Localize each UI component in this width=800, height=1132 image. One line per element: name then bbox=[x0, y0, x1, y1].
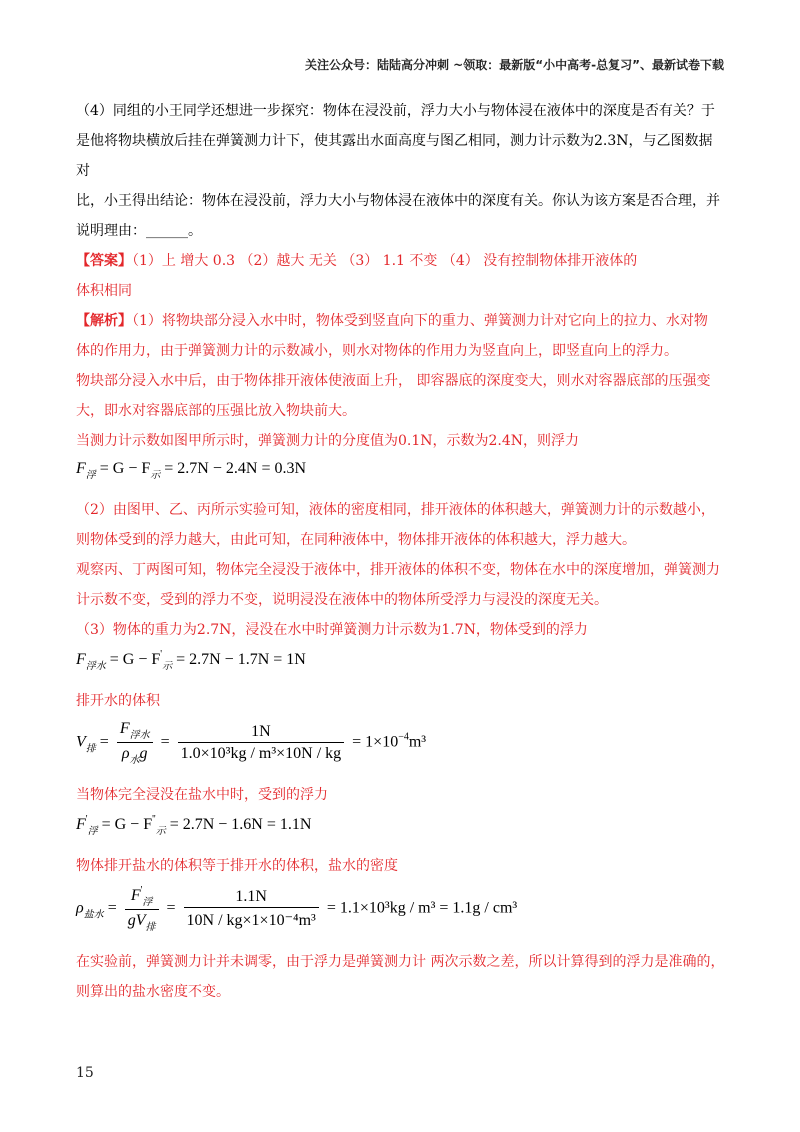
answer-line-2: 体积相同 bbox=[76, 283, 132, 299]
formula-sub: 示 bbox=[155, 826, 166, 837]
formula-sub: 浮 bbox=[142, 897, 153, 908]
fraction-numerator: 1.1N bbox=[184, 888, 319, 908]
formula-2 bbox=[76, 649, 726, 672]
fraction bbox=[117, 720, 153, 766]
question-line: 说明理由：______。 bbox=[76, 223, 202, 239]
analysis-line: 物块部分浸入水中后，由于物体排开液体使液面上升， 即容器底的深度变大，则水对容器底部的压强变 bbox=[76, 373, 711, 389]
formula-sub: 浮 bbox=[85, 470, 96, 481]
formula-sub: 浮水 bbox=[129, 730, 150, 741]
analysis-line: 体的作用力，由于弹簧测力计的示数减小，则水对物体的作用力为竖直向上，即竖直向上的浮力。 bbox=[76, 343, 678, 359]
answer-text: （1）上 增大 0.3 （2）越大 无关 （3） 1.1 不变 （4） 没有控制物体排开液体的 bbox=[132, 253, 638, 269]
formula-1 bbox=[76, 460, 726, 481]
formula-symbol: F bbox=[76, 651, 86, 668]
analysis-line: 则物体受到的浮力越大，由此可知，在同种液体中，物体排开液体的体积越大，浮力越大。 bbox=[76, 532, 636, 548]
analysis-line: 当测力计示数如图甲所示时，弹簧测力计的分度值为0.1N，示数为2.4N，则浮力 bbox=[76, 433, 580, 449]
fraction-denominator: 10N / kg×1×10⁻⁴m³ bbox=[186, 912, 316, 929]
page-content bbox=[76, 96, 726, 1007]
formula-sub: 排 bbox=[145, 922, 156, 933]
formula-text: = 1.1×10³kg / m³ = 1.1g / cm³ bbox=[326, 899, 518, 917]
analysis-text: （1）将物块部分浸入水中时，物体受到竖直向下的重力、弹簧测力计对它向上的拉力、水对物 bbox=[132, 313, 708, 329]
page-header: 关注公众号：陆陆高分冲刺 ~领取：最新版“小中高考-总复习”、最新试卷下载 bbox=[305, 58, 724, 72]
formula-text: = 2.7N − 1.7N = 1N bbox=[172, 651, 306, 668]
formula-sup: '' bbox=[152, 814, 156, 825]
formula-sup: ' bbox=[140, 885, 143, 896]
formula-symbol: ρ bbox=[76, 899, 84, 917]
formula-symbol: F bbox=[76, 460, 86, 477]
formula-sup: −4 bbox=[398, 731, 409, 743]
analysis-tag: 【解析】 bbox=[76, 313, 132, 329]
answer-line bbox=[76, 246, 726, 276]
formula-sub: 水 bbox=[129, 755, 140, 766]
formula-sub: 排 bbox=[85, 743, 96, 755]
formula-text: = 2.7N − 1.6N = 1.1N bbox=[165, 816, 312, 833]
analysis-line: 计示数不变，受到的浮力不变，说明浸没在液体中的物体所受浮力与浸没的深度无关。 bbox=[76, 592, 608, 608]
formula-sub: 盐水 bbox=[83, 909, 104, 921]
analysis-line: 大，即水对容器底部的压强比放入物块前大。 bbox=[76, 403, 356, 419]
question-line: （4）同组的小王同学还想进一步探究：物体在浸没前，浮力大小与物体浸在液体中的深度是否有关？于 bbox=[76, 103, 715, 119]
page-number: 15 bbox=[76, 1065, 94, 1081]
formula-3: $V_排$ = $\frac{F_{浮水}}{\rho_水g}$ = $\frac{1N}{\text{1.0×10³kg / m³×10N / kg}}$ = $1\times 10^{-4}m^3$ bbox=[76, 720, 427, 766]
formula-sub: 浮 bbox=[87, 826, 98, 837]
formula-sup: ' bbox=[160, 649, 163, 660]
analysis-line: 排开水的体积 bbox=[76, 693, 160, 709]
analysis-line: （3）物体的重力为2.7N，浸没在水中时弹簧测力计示数为1.7N，物体受到的浮力 bbox=[76, 622, 588, 638]
analysis-line: 观察丙、丁两图可知，物体完全浸没于液体中，排开液体的体积不变，物体在水中的深度增加，弹簧测力 bbox=[76, 562, 720, 578]
question-line: 比，小王得出结论：物体在浸没前，浮力大小与物体浸在液体中的深度有关。你认为该方案是否合理，并 bbox=[76, 193, 720, 209]
analysis-line: （2）由图甲、乙、丙所示实验可知，液体的密度相同，排开液体的体积越大，弹簧测力计的示数越小， bbox=[76, 502, 715, 518]
formula-symbol: V bbox=[76, 733, 86, 751]
fraction-denominator: 1.0×10³kg / m³×10N / kg bbox=[180, 745, 342, 762]
formula-text: m³ bbox=[408, 733, 427, 751]
analysis-line: 物体排开盐水的体积等于排开水的体积，盐水的密度 bbox=[76, 858, 398, 874]
formula-sub: 示 bbox=[162, 661, 173, 672]
formula-symbol: ρ bbox=[121, 745, 130, 762]
analysis-line bbox=[76, 306, 726, 336]
formula-text: = 2.7N − 2.4N = 0.3N bbox=[160, 460, 307, 477]
analysis-line: 在实验前，弹簧测力计并未调零，由于浮力是弹簧测力计 两次示数之差，所以计算得到的浮力是准确的， bbox=[76, 954, 725, 970]
fraction-numerator: 1N bbox=[178, 723, 345, 743]
formula-5: $\rho_{盐水}$ = $\frac{F'_浮}{gV_排}$ = $\frac{1.1N}{\text{10N / kg×1×10⁻⁴m³}}$ = 1.1×10³kg / m³ = 1.1g / cm³ bbox=[76, 885, 518, 933]
question-line: 是他将物块横放后挂在弹簧测力计下，使其露出水面高度与图乙相同，测力计示数为2.3N，与乙图数据对 bbox=[76, 133, 713, 179]
answer-tag: 【答案】 bbox=[76, 253, 132, 269]
formula-text: = G − F bbox=[97, 816, 153, 833]
formula-text: = 1×10 bbox=[352, 733, 399, 751]
formula-sup: ' bbox=[85, 814, 88, 825]
formula-symbol: F bbox=[119, 720, 130, 737]
formula-text: = G − F bbox=[95, 460, 151, 477]
formula-text: = G − F bbox=[105, 651, 161, 668]
analysis-line: 则算出的盐水密度不变。 bbox=[76, 984, 230, 1000]
formula-symbol: gV bbox=[127, 912, 146, 929]
fraction bbox=[125, 885, 159, 933]
fraction bbox=[184, 888, 319, 930]
analysis-line: 当物体完全浸没在盐水中时，受到的浮力 bbox=[76, 787, 328, 803]
formula-symbol: F bbox=[130, 887, 141, 904]
formula-symbol: g bbox=[139, 745, 148, 762]
formula-sub: 示 bbox=[150, 470, 161, 481]
formula-4 bbox=[76, 814, 726, 837]
formula-symbol: F bbox=[76, 816, 86, 833]
formula-sub: 浮水 bbox=[85, 661, 106, 672]
fraction bbox=[178, 723, 345, 763]
